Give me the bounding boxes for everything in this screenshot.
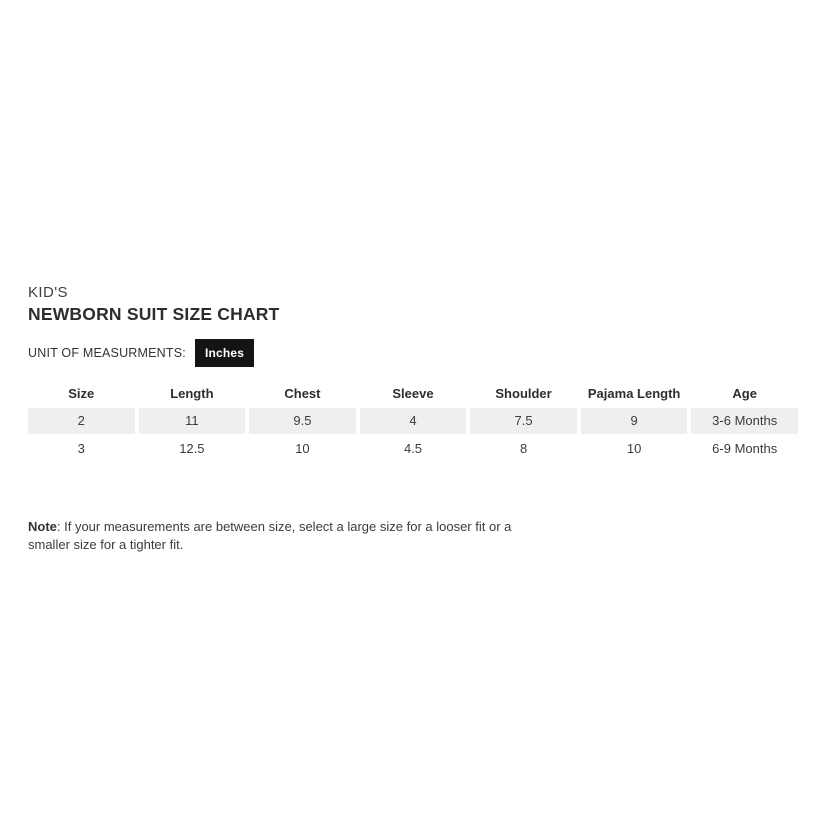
column-header: Pajama Length bbox=[587, 386, 681, 401]
column-header: Chest bbox=[284, 386, 321, 401]
note-label: Note bbox=[28, 518, 57, 534]
note-text bbox=[28, 518, 533, 555]
column-header: Length bbox=[170, 386, 214, 401]
table-cell: 10 bbox=[626, 441, 642, 456]
column-header: Size bbox=[68, 386, 95, 401]
table-cell: 4.5 bbox=[403, 441, 423, 456]
category-label: KID'S bbox=[28, 284, 68, 301]
size-chart-panel bbox=[28, 285, 798, 554]
size-chart-table bbox=[28, 384, 798, 462]
table-cell: 6-9 Months bbox=[712, 441, 778, 456]
column-header: Age bbox=[732, 386, 757, 401]
table-cell: 9 bbox=[581, 408, 688, 434]
table-cell: 9.5 bbox=[249, 408, 356, 434]
unit-inches-button[interactable]: Inches bbox=[195, 339, 254, 367]
page-title: NEWBORN SUIT SIZE CHART bbox=[28, 303, 280, 324]
unit-of-measurement-row bbox=[28, 339, 798, 367]
table-cell: 3-6 Months bbox=[691, 408, 798, 434]
unit-label: UNIT OF MEASURMENTS: bbox=[28, 345, 186, 360]
table-cell: 8 bbox=[519, 441, 528, 456]
table-cell: 7.5 bbox=[470, 408, 577, 434]
table-cell: 4 bbox=[360, 408, 467, 434]
table-cell: 12.5 bbox=[179, 441, 205, 456]
note-body: : If your measurements are between size, select a large size for a looser fit or a smaller size for a tighter fit. bbox=[28, 518, 512, 552]
column-header: Sleeve bbox=[392, 386, 434, 401]
column-header: Shoulder bbox=[495, 386, 552, 401]
table-cell: 10 bbox=[295, 441, 310, 456]
table-cell: 3 bbox=[77, 441, 85, 456]
table-cell: 11 bbox=[139, 408, 246, 434]
table-cell: 2 bbox=[28, 408, 135, 434]
